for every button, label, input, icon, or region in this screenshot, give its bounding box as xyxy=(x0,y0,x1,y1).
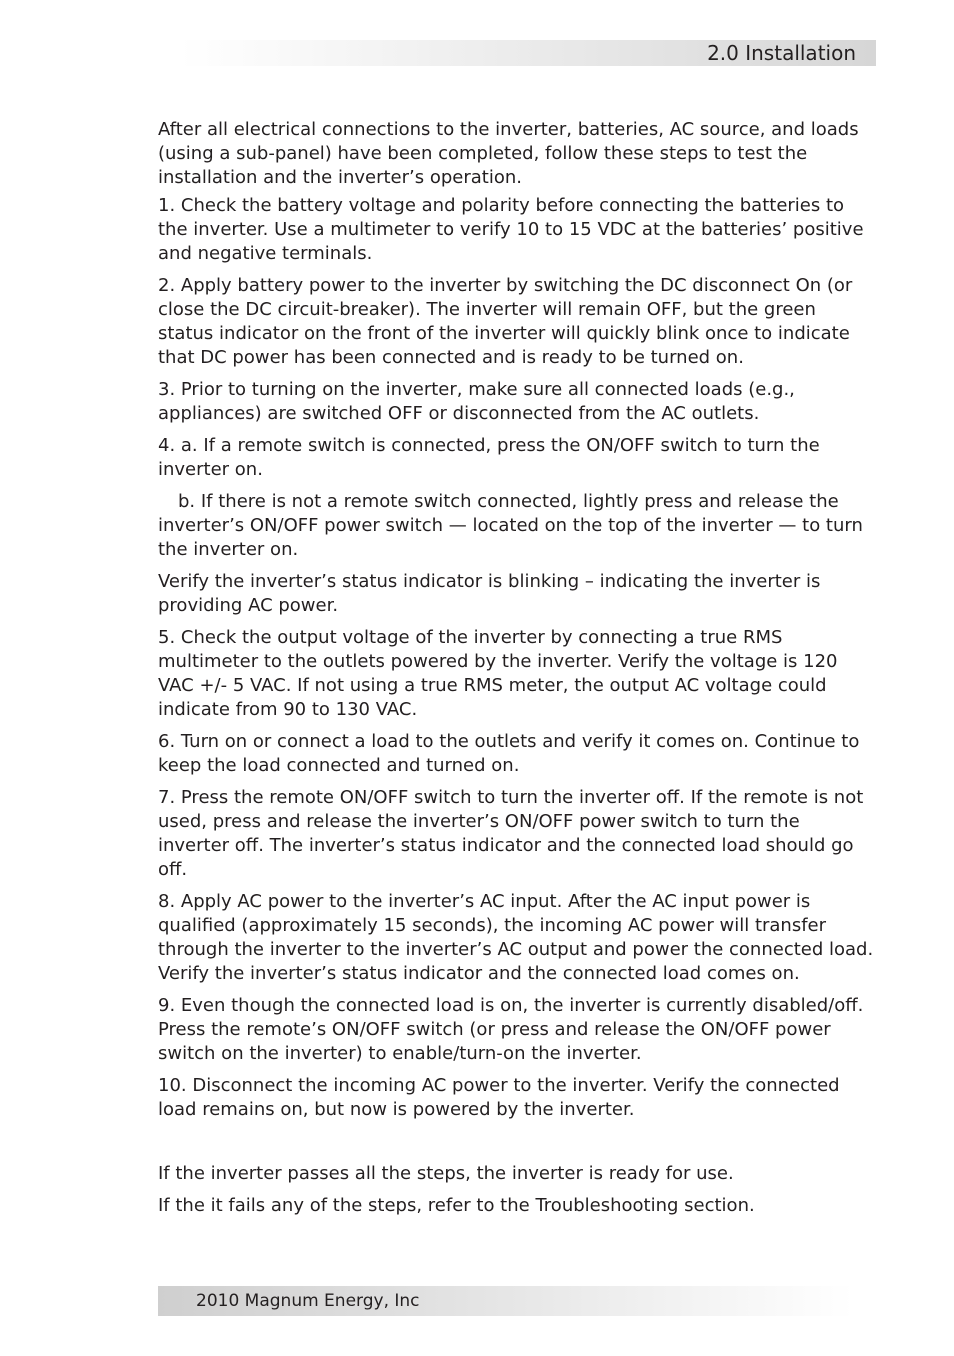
footer-bar xyxy=(158,1286,854,1316)
step-2: 2. Apply battery power to the inverter by switching the DC disconnect On (or close the DC circuit-breaker). The inverter will remain OFF, but the green status indicator on the front of the inverter will quickly blink once to indicate that DC power has been connected and is ready to be turned on. xyxy=(158,275,853,368)
step-4-verify: Verify the inverter’s status indicator is blinking – indicating the inverter is providing AC power. xyxy=(158,571,821,616)
step-6: 6. Turn on or connect a load to the outlets and verify it comes on. Continue to keep the load connected and turned on. xyxy=(158,731,860,776)
step-9: 9. Even though the connected load is on, the inverter is currently disabled/off. Press the remote’s ON/OFF switch (or press and release the ON/OFF power switch on the inverter) to enable/turn-on the inverter. xyxy=(158,995,864,1064)
fail-note: If the it fails any of the steps, refer to the Troubleshooting section. xyxy=(158,1195,755,1216)
step-10: 10. Disconnect the incoming AC power to the inverter. Verify the connected load remains on, but now is powered by the inverter. xyxy=(158,1075,840,1120)
section-title: 2.0 Installation xyxy=(707,41,856,65)
step-8: 8. Apply AC power to the inverter’s AC input. After the AC input power is qualified (approximately 15 seconds), the incoming AC power will transfer through the inverter to the inverter’s AC output and power the connected load. Verify the inverter’s status indicator and the connected load comes on. xyxy=(158,891,874,984)
step-3: 3. Prior to turning on the inverter, make sure all connected loads (e.g., appliances) are switched OFF or disconnected from the AC outlets. xyxy=(158,379,795,424)
page-content xyxy=(158,118,876,1226)
header-bar xyxy=(180,40,876,66)
intro-paragraph: After all electrical connections to the inverter, batteries, AC source, and loads (using a sub-panel) have been completed, follow these steps to test the installation and the inverter’s operation. xyxy=(158,119,859,188)
step-1: 1. Check the battery voltage and polarity before connecting the batteries to the inverter. Use a multimeter to verify 10 to 15 VDC at the batteries’ positive and negative terminals. xyxy=(158,195,864,264)
step-7: 7. Press the remote ON/OFF switch to turn the inverter off. If the remote is not used, press and release the inverter’s ON/OFF power switch to turn the inverter off. The inverter’s status indicator and the connected load should go off. xyxy=(158,787,864,880)
pass-note: If the inverter passes all the steps, the inverter is ready for use. xyxy=(158,1163,734,1184)
footer-copyright: 2010 Magnum Energy, Inc xyxy=(196,1291,420,1311)
step-4a: 4. a. If a remote switch is connected, press the ON/OFF switch to turn the inverter on. xyxy=(158,435,820,480)
step-4b: b. If there is not a remote switch connected, lightly press and release the inverter’s ON/OFF power switch — located on the top of the inverter — to turn the inverter on. xyxy=(158,491,863,560)
step-5: 5. Check the output voltage of the inverter by connecting a true RMS multimeter to the outlets powered by the inverter. Verify the voltage is 120 VAC +/- 5 VAC. If not using a true RMS meter, the output AC voltage could indicate from 90 to 130 VAC. xyxy=(158,627,838,720)
